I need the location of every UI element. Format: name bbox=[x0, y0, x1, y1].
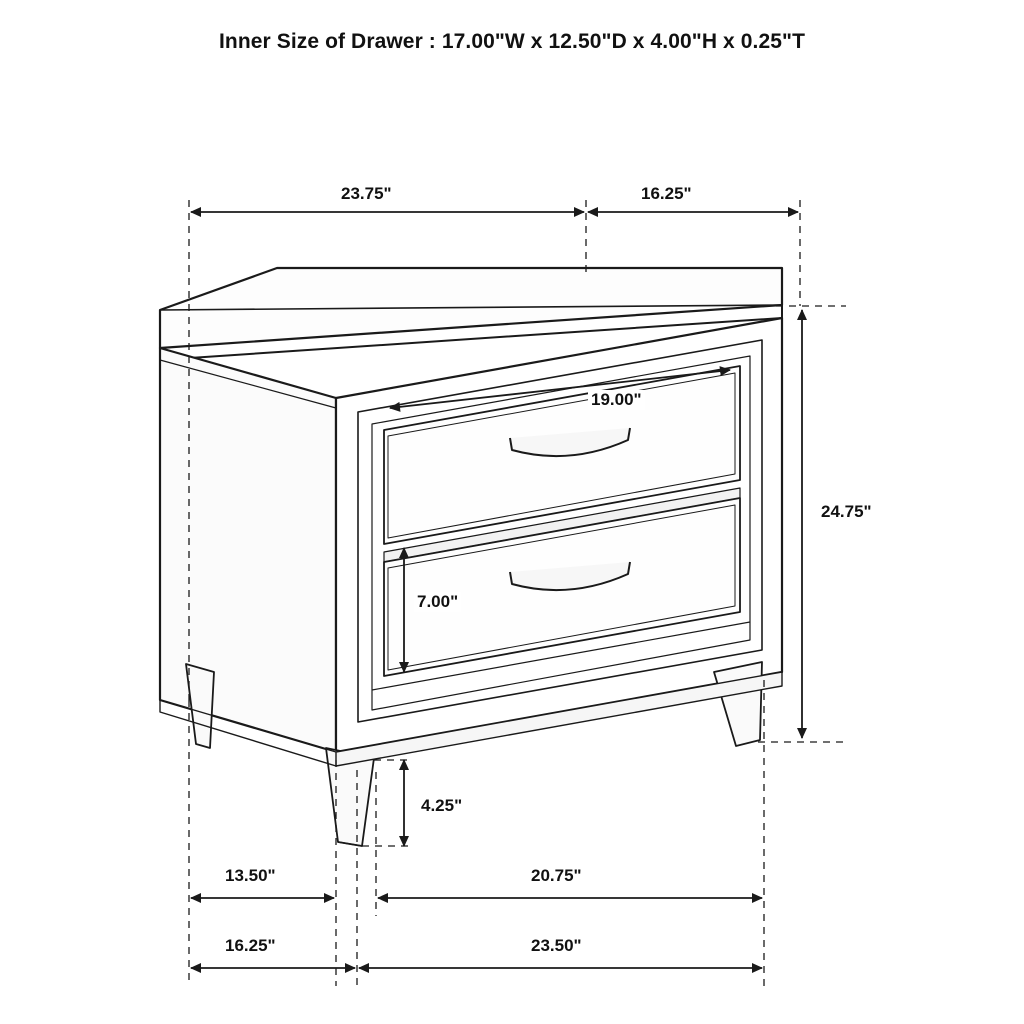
nightstand-body bbox=[160, 268, 782, 846]
dim-label-2350: 23.50" bbox=[528, 936, 585, 956]
dim-label-1625-top: 16.25" bbox=[638, 184, 695, 204]
dim-label-700: 7.00" bbox=[414, 592, 461, 612]
page-title: Inner Size of Drawer : 17.00"W x 12.50"D x 4.00"H x 0.25"T bbox=[218, 30, 806, 53]
dim-label-1900: 19.00" bbox=[588, 390, 645, 410]
dim-label-2375: 23.75" bbox=[338, 184, 395, 204]
dim-label-2075: 20.75" bbox=[528, 866, 585, 886]
dim-label-425: 4.25" bbox=[418, 796, 465, 816]
dim-label-2475: 24.75" bbox=[818, 502, 875, 522]
dim-label-1350: 13.50" bbox=[222, 866, 279, 886]
dim-label-1625-bottom: 16.25" bbox=[222, 936, 279, 956]
